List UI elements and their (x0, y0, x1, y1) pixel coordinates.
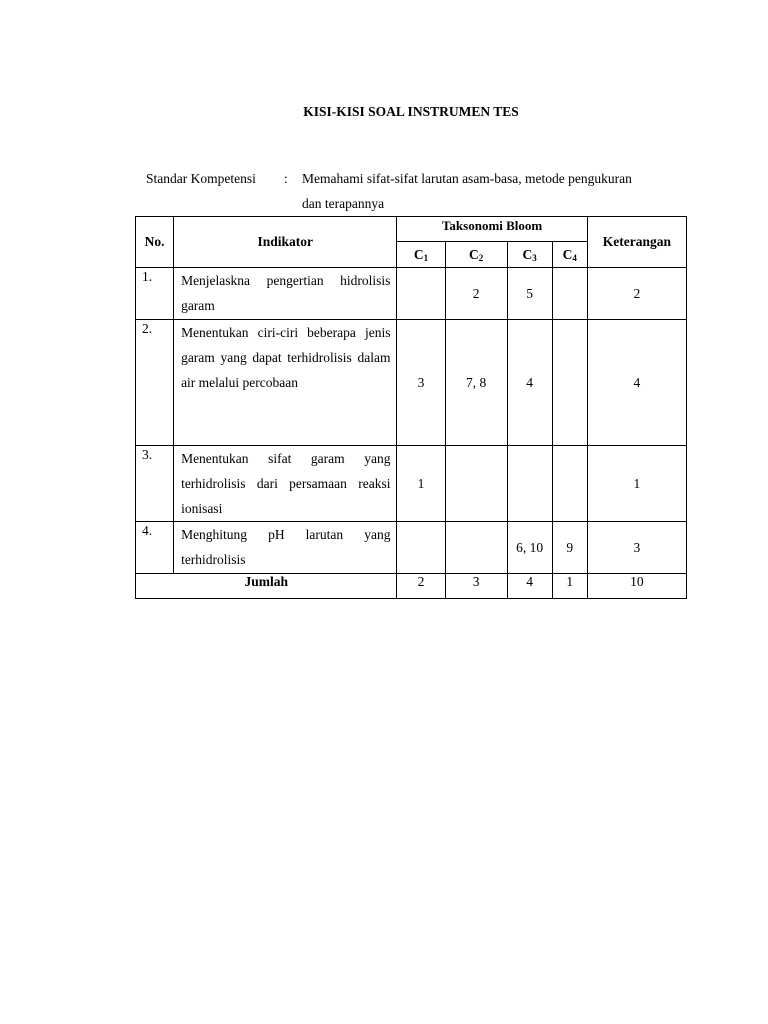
row-no: 3. (136, 446, 174, 522)
standar-text-line2: dan terapannya (302, 196, 385, 211)
standar-colon: : (284, 171, 288, 186)
row-c3: 4 (507, 320, 552, 446)
total-c3: 4 (507, 574, 552, 599)
row-keterangan: 1 (587, 446, 686, 522)
row-indikator: Menentukan sifat garam yang terhidrolisis dari persamaan reaksi ionisasi (174, 446, 397, 522)
row-keterangan: 2 (587, 268, 686, 320)
row-c1: 1 (397, 446, 445, 522)
header-c4: $C_4$ (552, 242, 587, 268)
row-c2 (445, 522, 507, 574)
table-row (136, 522, 687, 574)
table-row (136, 320, 687, 446)
row-c4: 9 (552, 522, 587, 574)
total-c2: 3 (445, 574, 507, 599)
standar-label: Standar Kompetensi (146, 171, 256, 186)
row-c1 (397, 522, 445, 574)
header-indikator: Indikator (174, 217, 397, 268)
row-c2: 7, 8 (445, 320, 507, 446)
row-c3 (507, 446, 552, 522)
row-c2: 2 (445, 268, 507, 320)
header-c3: $C_3$ (507, 242, 552, 268)
row-no: 1. (136, 268, 174, 320)
row-c1 (397, 268, 445, 320)
header-taksonomi: Taksonomi Bloom (397, 217, 587, 242)
row-c1: 3 (397, 320, 445, 446)
row-keterangan: 3 (587, 522, 686, 574)
row-indikator: Menentukan ciri-ciri beberapa jenis garam yang dapat terhidrolisis dalam air melalui percobaan (174, 320, 397, 446)
row-c2 (445, 446, 507, 522)
row-c4 (552, 268, 587, 320)
header-row-1 (136, 217, 687, 242)
row-indikator: Menghitung pH larutan yang terhidrolisis (174, 522, 397, 574)
row-c4 (552, 446, 587, 522)
total-c4: 1 (552, 574, 587, 599)
table-row (136, 446, 687, 522)
row-keterangan: 4 (587, 320, 686, 446)
row-indikator: Menjelaskna pengertian hidrolisis garam (174, 268, 397, 320)
standar-kompetensi (146, 166, 686, 216)
total-label: Jumlah (136, 574, 397, 599)
row-no: 4. (136, 522, 174, 574)
table-row (136, 268, 687, 320)
header-c2: $C_2$ (445, 242, 507, 268)
standar-text-line1: Memahami sifat-sifat larutan asam-basa, metode pengukuran (302, 171, 632, 186)
row-c3: 6, 10 (507, 522, 552, 574)
header-c1: $C_1$ (397, 242, 445, 268)
row-c4 (552, 320, 587, 446)
header-keterangan: Keterangan (587, 217, 686, 268)
total-c1: 2 (397, 574, 445, 599)
header-no: No. (136, 217, 174, 268)
kisi-kisi-table (135, 216, 687, 599)
document-title: KISI-KISI SOAL INSTRUMEN TES (303, 104, 519, 119)
row-no: 2. (136, 320, 174, 446)
row-c3: 5 (507, 268, 552, 320)
total-keterangan: 10 (587, 574, 686, 599)
total-row (136, 574, 687, 599)
